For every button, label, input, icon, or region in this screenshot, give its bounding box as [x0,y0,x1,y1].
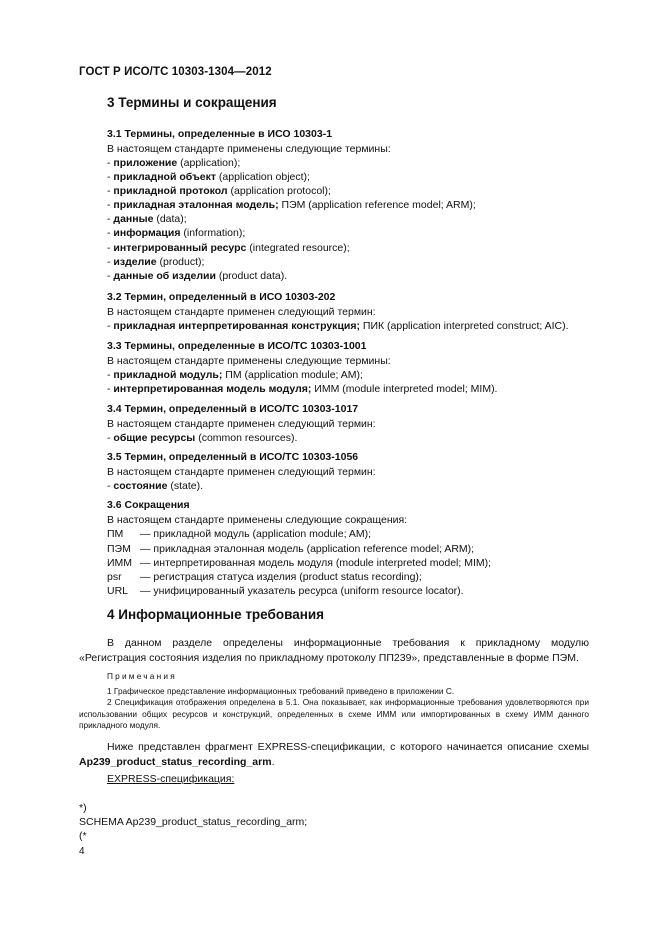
body-paragraph: Ниже представлен фрагмент EXPRESS-спецификации, с которого начинается описание схемы Ap239_product_status_recording_arm. [79,741,589,768]
page-number: 4 [79,846,85,857]
abbr-key: ИММ [107,557,133,569]
code-line: SCHEMA Ap239_product_status_recording_arm; [79,816,308,828]
abbr-def: — прикладной модуль (application module; AM); [140,528,371,540]
term-item: - приложение (application); [107,157,241,169]
term-item: - данные об изделии (product data). [107,270,288,282]
term-item: - прикладной модуль; ПМ (application module; AM); [107,369,363,381]
term-item: - интегрированный ресурс (integrated resource); [107,242,350,254]
term-item: - состояние (state). [107,480,204,492]
intro-text: В настоящем стандарте применен следующий термин: [107,466,376,478]
abbr-key: URL [107,585,129,597]
term-item: - прикладная эталонная модель; ПЭМ (application reference model; ARM); [107,199,476,211]
express-spec-label: EXPRESS-спецификация: [107,773,235,785]
page-header: ГОСТ Р ИСО/ТС 10303-1304—2012 [79,66,272,78]
abbr-def: — прикладная эталонная модель (application reference model; ARM); [140,543,475,555]
intro-text: В настоящем стандарте применены следующие термины: [107,355,391,367]
notes-label: Примечания [107,671,177,681]
abbr-def: — унифицированный указатель ресурса (uniform resource locator). [140,585,464,597]
body-paragraph: В данном разделе определены информационные требования к прикладному модулю «Регистрация состояния изделия по прикладному протоколу ПП239», представленные в форме ПЭМ. [79,637,589,664]
section-heading-3: 3 Термины и сокращения [107,95,277,110]
subsection-heading-3-6: 3.6 Сокращения [107,499,190,511]
term-item: - общие ресурсы (common resources). [107,432,298,444]
intro-text: В настоящем стандарте применены следующие термины: [107,143,391,155]
term-item: - прикладная интерпретированная конструкция; ПИК (application interpreted construct; AIC). [107,320,569,332]
note-2: 2 Спецификация отображения определена в 5.1. Она показывает, как информационные требования удовлетворяются при использовании общих ресурсов и конструкций, определенных в схеме ИММ или импортированных в схему ИММ данного прикладного модуля. [79,697,589,730]
term-item: - прикладной объект (application object); [107,171,310,183]
intro-text: В настоящем стандарте применен следующий термин: [107,306,376,318]
intro-text: В настоящем стандарте применен следующий термин: [107,418,376,430]
abbr-key: ПМ [107,528,124,540]
term-item: - прикладной протокол (application protocol); [107,185,331,197]
term-item: - изделие (product); [107,256,205,268]
abbr-def: — интерпретированная модель модуля (module interpreted model; MIM); [140,557,492,569]
subsection-heading-3-5: 3.5 Термин, определенный в ИСО/ТС 10303-1056 [107,451,359,463]
subsection-heading-3-2: 3.2 Термин, определенный в ИСО 10303-202 [107,291,336,303]
intro-text: В настоящем стандарте применены следующие сокращения: [107,514,408,526]
abbr-key: ПЭМ [107,543,131,555]
subsection-heading-3-1: 3.1 Термины, определенные в ИСО 10303-1 [107,128,333,140]
code-line: (* [79,830,87,842]
abbr-key: psr [107,571,122,583]
note-1: 1 Графическое представление информационных требований приведено в приложении С. [107,686,455,696]
abbr-def: — регистрация статуса изделия (product status recording); [140,571,422,583]
term-item: - интерпретированная модель модуля; ИММ (module interpreted model; MIM). [107,383,498,395]
subsection-heading-3-3: 3.3 Термины, определенные в ИСО/ТС 10303-1001 [107,340,367,352]
subsection-heading-3-4: 3.4 Термин, определенный в ИСО/ТС 10303-1017 [107,403,359,415]
term-item: - информация (information); [107,227,246,239]
section-heading-4: 4 Информационные требования [107,607,325,622]
code-line: *) [79,802,87,814]
term-item: - данные (data); [107,213,187,225]
